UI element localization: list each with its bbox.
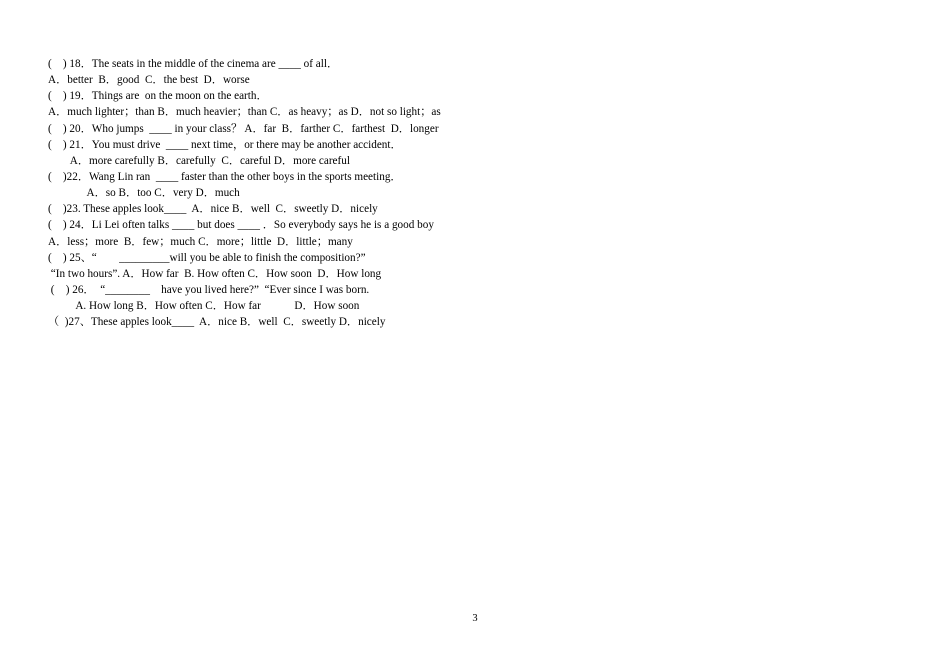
question-21-options: A．more carefully B．carefully C．careful D．more careful bbox=[48, 154, 350, 167]
question-23: ( )23. These apples look____ A．nice B．well C．sweetly D．nicely bbox=[48, 203, 378, 216]
question-20: ( ) 20．Who jumps ____ in your class？ A．far B．farther C．farthest D．longer bbox=[48, 122, 439, 135]
question-22-options: A．so B．too C．very D．much bbox=[48, 187, 240, 200]
question-26: ( ) 26． “________ have you lived here?” “Ever since I was born. bbox=[48, 283, 370, 296]
question-19-options: A．much lighter；than B．much heavier；than C．as heavy；as D．not so light；as bbox=[48, 106, 441, 119]
question-25-options: “In two hours”. A．How far B. How often C．How soon D．How long bbox=[48, 267, 382, 280]
question-22: ( )22．Wang Lin ran ____ faster than the other boys in the sports meeting． bbox=[48, 170, 402, 183]
question-21: ( ) 21．You must drive ____ next time，or there may be another accident． bbox=[48, 138, 402, 151]
question-24: ( ) 24．Li Lei often talks ____ but does ____ ．So everybody says he is a good boy bbox=[48, 219, 434, 232]
question-18: ( ) 18．The seats in the middle of the cinema are ____ of all． bbox=[48, 58, 339, 70]
page-number: 3 bbox=[472, 613, 478, 624]
question-26-options: A. How long B．How often C．How far D．How soon bbox=[48, 300, 360, 313]
question-24-options: A．less；more B．few；much C．more；little D．little；many bbox=[48, 235, 353, 248]
question-19: ( ) 19．Things are on the moon on the earth． bbox=[48, 90, 268, 103]
question-list bbox=[48, 56, 648, 330]
question-18-options: A．better B．good C．the best D．worse bbox=[48, 74, 250, 87]
question-27: （ )27、These apples look____ A．nice B．well C．sweetly D．nicely bbox=[48, 316, 386, 329]
question-25: ( ) 25、“ _________will you be able to finish the composition?” bbox=[48, 251, 366, 264]
